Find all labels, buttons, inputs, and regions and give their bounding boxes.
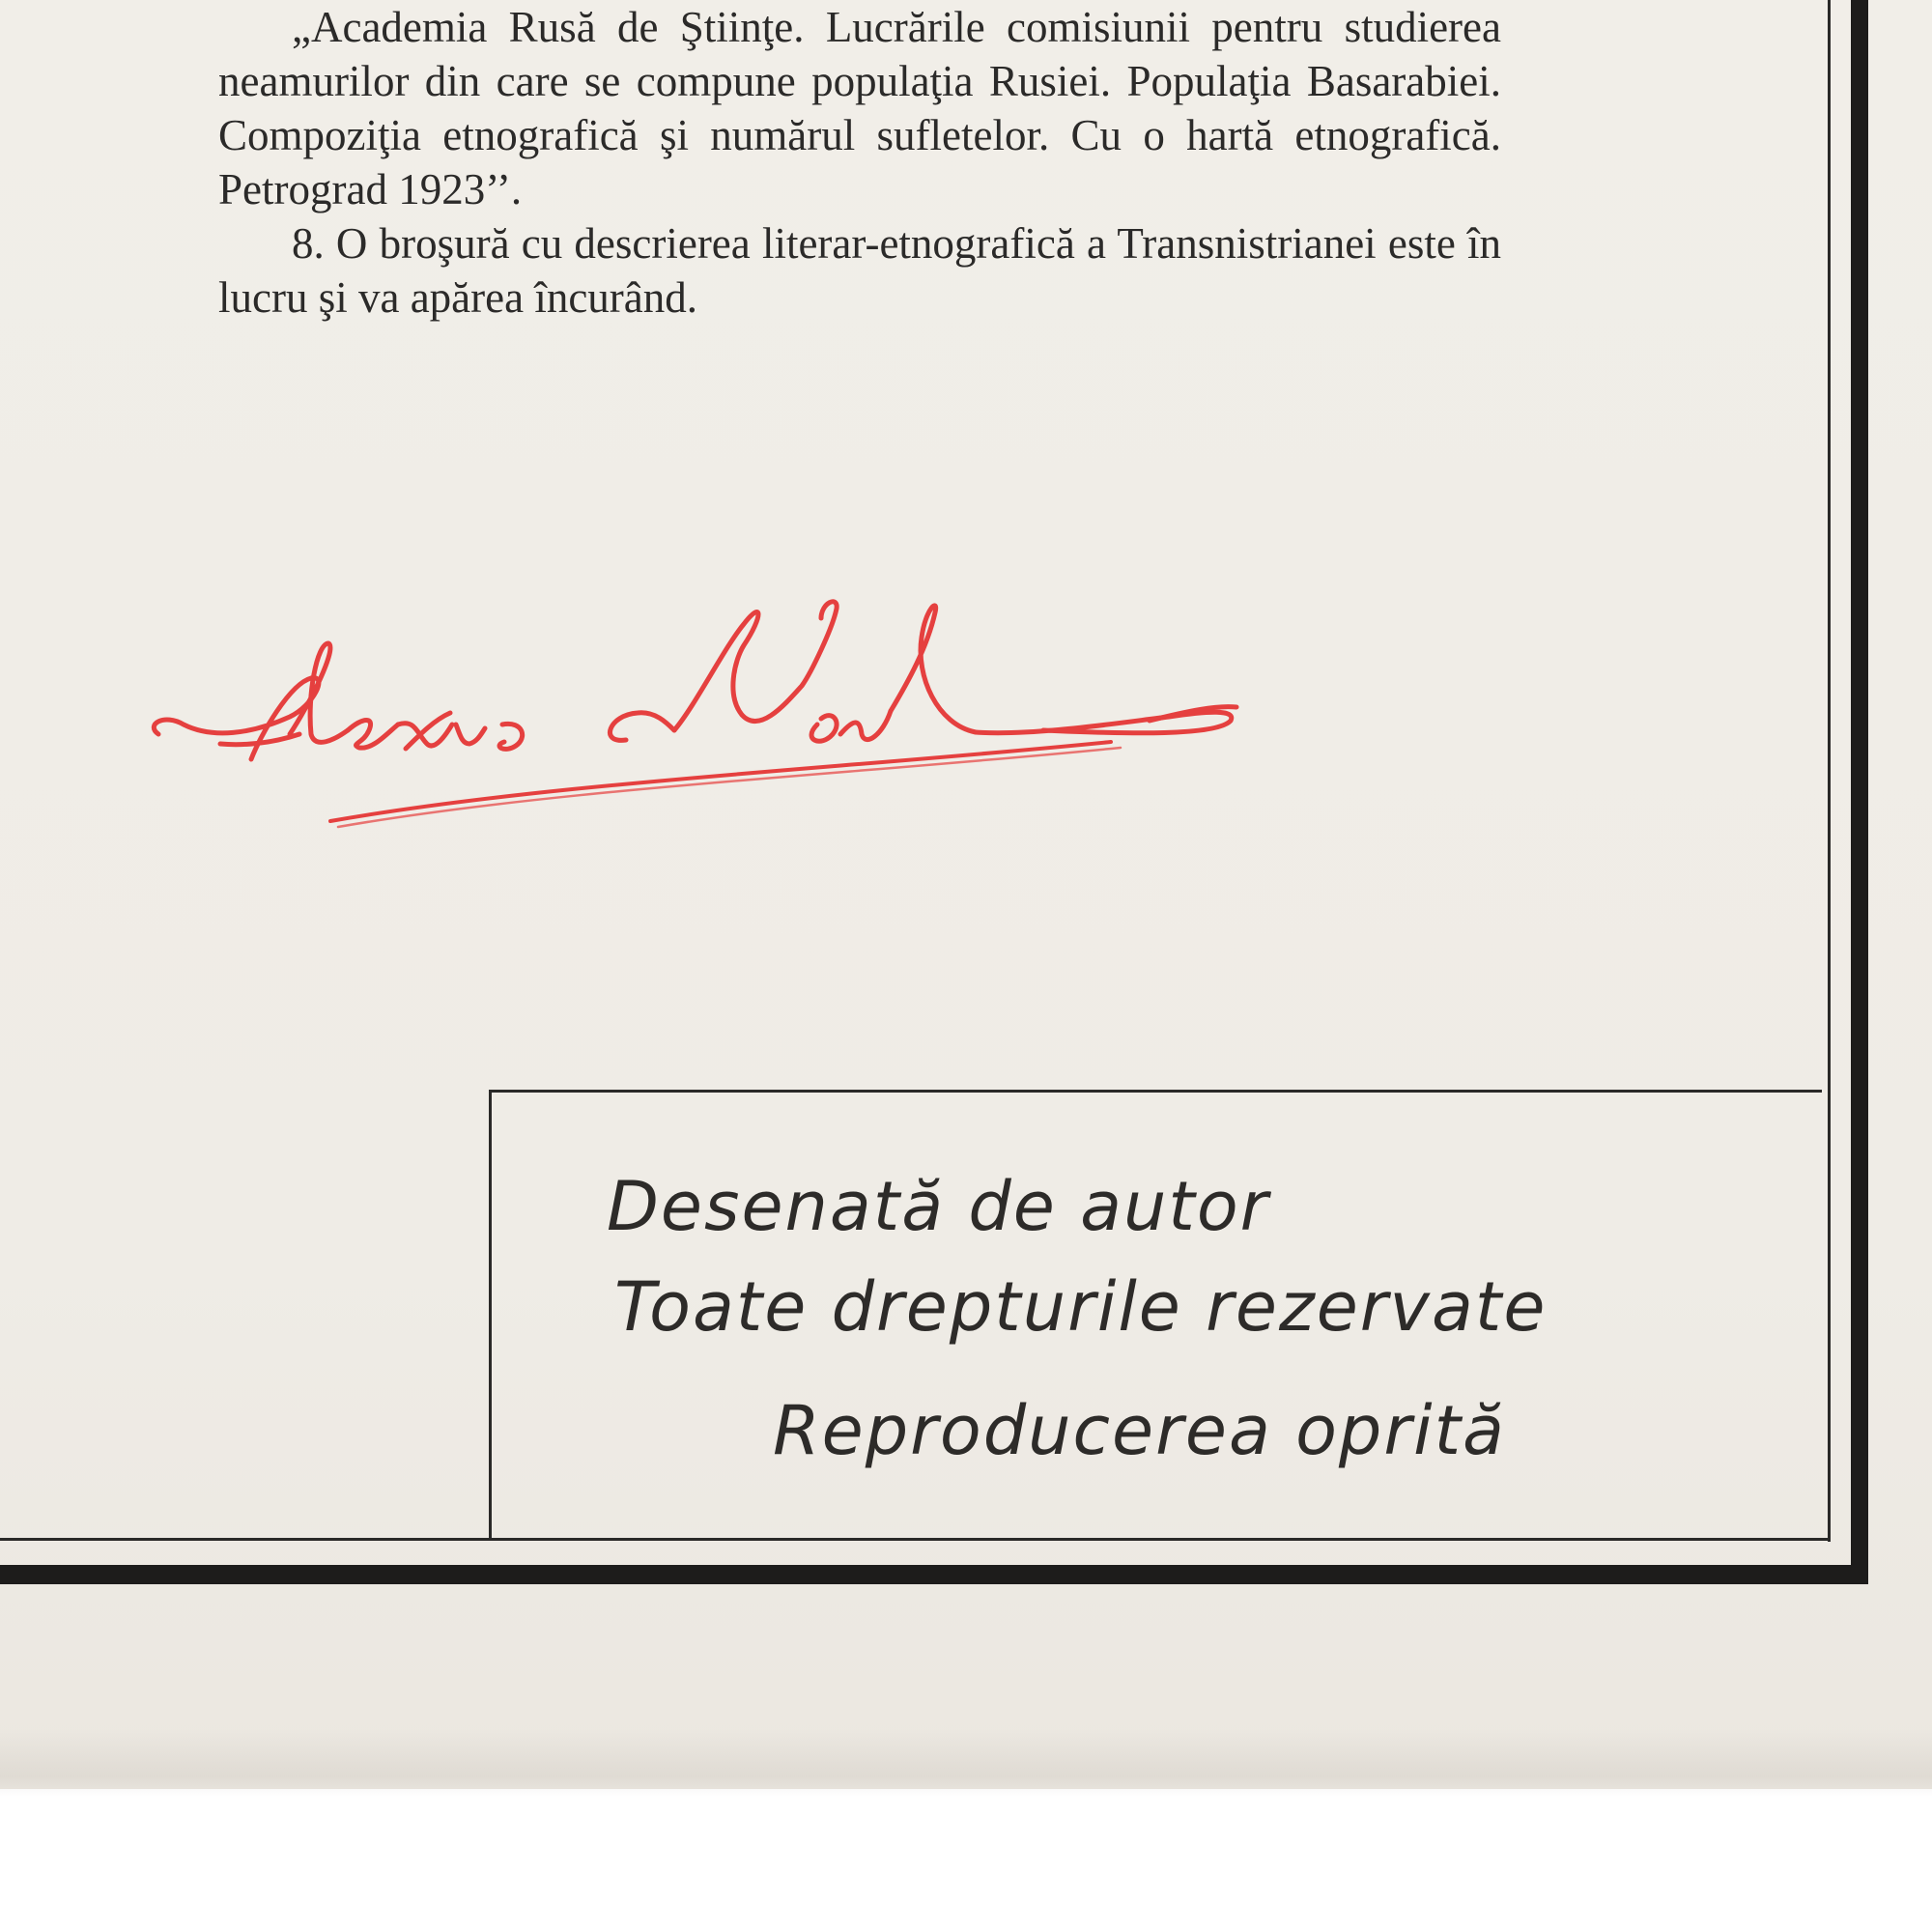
frame-border-bottom [0,1565,1868,1584]
box-line-reproduction-forbidden: Reproducerea oprită [773,1391,1506,1470]
frame-inner-line-right [1828,0,1831,1542]
box-line-rights-reserved: Toate drepturile rezervate [614,1267,1548,1347]
paragraph-8: 8. O broşură cu descrierea literar-etnografică a Transnistrianei este în lucru şi va apărea încurând. [218,219,1501,322]
paper-edge-shadow [0,1729,1932,1797]
frame-inner-line-bottom [0,1538,1831,1541]
signature [145,589,1275,850]
body-text [218,0,1501,325]
box-line-drawn-by-author: Desenată de autor [607,1167,1270,1246]
frame-border-right [1851,0,1868,1584]
paragraph-7: „Academia Rusă de Ştiinţe. Lucrările comisiunii pentru studierea neamurilor din care se compune populaţia Rusiei. Populaţia Basarabiei. Compoziţia etnografică şi numărul sufletelor. Cu o hartă etnografică. Petrograd 1923’’. [218,3,1501,213]
